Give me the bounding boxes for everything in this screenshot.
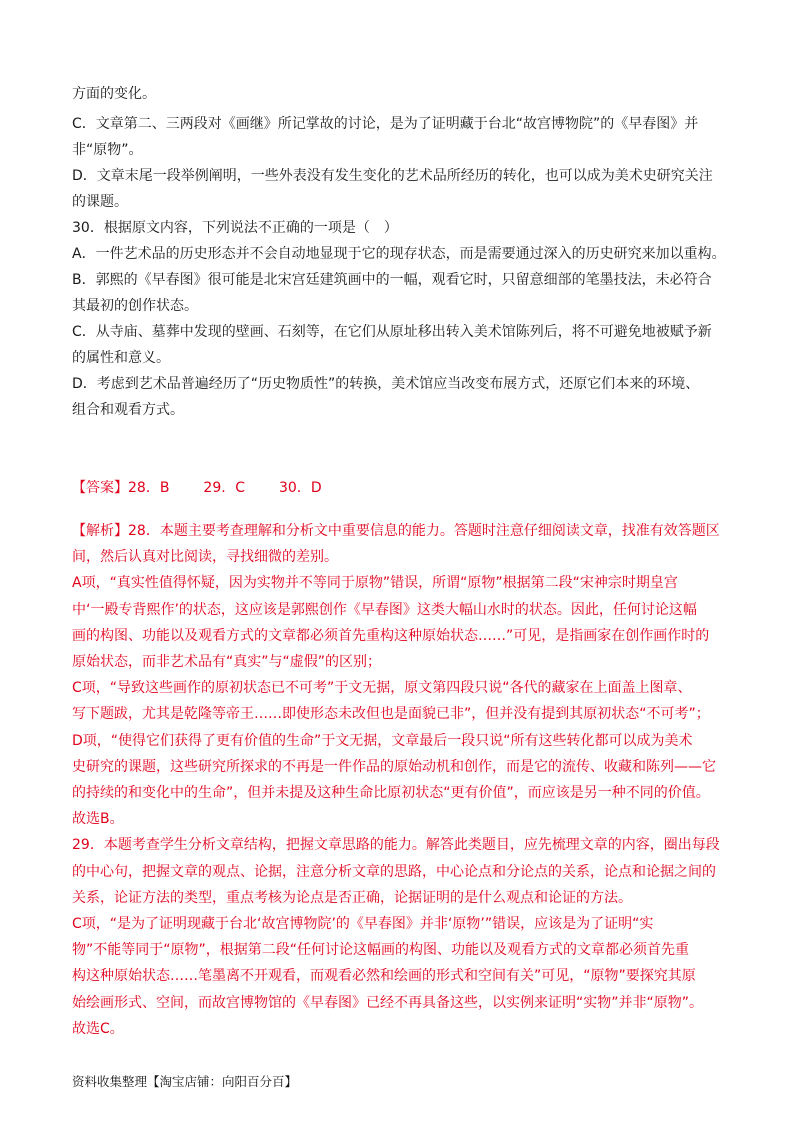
answer-tag: 【答案】 <box>72 480 128 496</box>
question-line: D．考虑到艺术品普遍经历了“历史物质性”的转换，美术馆应当改变布展方式，还原它们本来的环境、 <box>72 376 700 392</box>
question-line: 30．根据原文内容，下列说法不正确的一项是（ ） <box>72 220 398 236</box>
analysis-line: C项，“导致这些画作的原初状态已不可考”于文无据，原文第四段只说“各代的藏家在上面盖上图章、 <box>72 680 692 696</box>
analysis-line: D项，“使得它们获得了更有价值的生命”于文无据，文章最后一段只说“所有这些转化都可以成为美术 <box>72 733 693 749</box>
analysis-line: 的中心句，把握文章的观点、论据，注意分析文章的思路，中心论点和分论点的关系，论点和论据之间的 <box>72 864 716 880</box>
question-line: 组合和观看方式。 <box>72 402 184 418</box>
analysis-line: 原始状态，而非艺术品有“真实”与“虚假”的区别； <box>72 654 382 670</box>
question-line: 非“原物”。 <box>72 142 143 158</box>
analysis-line: 写下题跋，尤其是乾隆等帝王……即使形态未改但也是面貌已非”，但并没有提到其原初状态“不可考”； <box>72 706 710 722</box>
analysis-line: 构这种原始状态……笔墨离不开观看，而观看必然和绘画的形式和空间有关”可见，“原物”要探究其原 <box>72 968 696 984</box>
question-line: 方面的变化。 <box>72 86 156 102</box>
analysis-line: 29．本题考查学生分析文章结构，把握文章思路的能力。解答此类题目，应先梳理文章的内容，圈出每段 <box>72 837 720 853</box>
analysis-line: C项，“是为了证明现藏于台北‘故宫博物院’的《早春图》并非‘原物’”错误，应该是为了证明“实 <box>72 916 654 932</box>
question-line: B．郭熙的《早春图》很可能是北宋宫廷建筑画中的一幅，观看它时，只留意细部的笔墨技法，未必符合 <box>72 272 712 288</box>
question-line: D．文章末尾一段举例阐明，一些外表没有发生变化的艺术品所经历的转化，也可以成为美术史研究关注 <box>72 168 713 184</box>
analysis-line: 中‘一殿专背熙作’的状态，这应该是郭熙创作《早春图》这类大幅山水时的状态。因此，任何讨论这幅 <box>72 602 697 618</box>
analysis-line: 故选B。 <box>72 811 124 827</box>
analysis-line: 关系，论证方法的类型，重点考核为论点是否正确，论据证明的是什么观点和论证的方法。 <box>72 890 632 906</box>
question-line: 的课题。 <box>72 194 128 210</box>
question-line: C．从寺庙、墓葬中发现的壁画、石刻等，在它们从原址移出转入美术馆陈列后，将不可避免地被赋予新 <box>72 324 712 340</box>
footer-note: 资料收集整理【淘宝店铺：向阳百分百】 <box>72 1074 298 1089</box>
analysis-line: A项，“真实性值得怀疑，因为实物并不等同于原物”错误，所谓“原物”根据第二段“宋神宗时期皇宫 <box>72 575 678 591</box>
answer-30: 30．D <box>279 480 322 496</box>
analysis-text: 28．本题主要考查理解和分析文中重要信息的能力。答题时注意仔细阅读文章，找准有效答题区 <box>128 523 720 539</box>
answer-line <box>72 475 728 501</box>
answer-29: 29．C <box>203 480 246 496</box>
analysis-line: 故选C。 <box>72 1021 124 1037</box>
analysis-line: 始绘画形式、空间，而故宫博物馆的《早春图》已经不再具备这些，以实例来证明“实物”并非“原物”。 <box>72 995 704 1011</box>
answer-28: 28．B <box>128 480 170 496</box>
question-line: A．一件艺术品的历史形态并不会自动地显现于它的现存状态，而是需要通过深入的历史研究来加以重构。 <box>72 246 726 262</box>
question-line: 的属性和意义。 <box>72 350 170 366</box>
analysis-line: 物”不能等同于“原物”，根据第二段“任何讨论这幅画的构图、功能以及观看方式的文章都必须首先重 <box>72 942 690 958</box>
analysis-line: 的持续的和变化中的生命”，但并未提及这种生命比原初状态“更有价值”，而应该是另一种不同的价值。 <box>72 785 710 801</box>
question-line: 其最初的创作状态。 <box>72 298 198 314</box>
question-line: C．文章第二、三两段对《画继》所记掌故的讨论，是为了证明藏于台北“故宫博物院”的《早春图》并 <box>72 116 699 132</box>
analysis-line: 画的构图、功能以及观看方式的文章都必须首先重构这种原始状态……”可见，是指画家在创作画作时的 <box>72 628 710 644</box>
analysis-line <box>72 518 728 544</box>
analysis-tag: 【解析】 <box>72 523 128 539</box>
analysis-line: 间，然后认真对比阅读，寻找细微的差别。 <box>72 549 338 565</box>
analysis-line: 史研究的课题，这些研究所探求的不再是一件作品的原始动机和创作，而是它的流传、收藏和陈列——它 <box>72 759 716 775</box>
